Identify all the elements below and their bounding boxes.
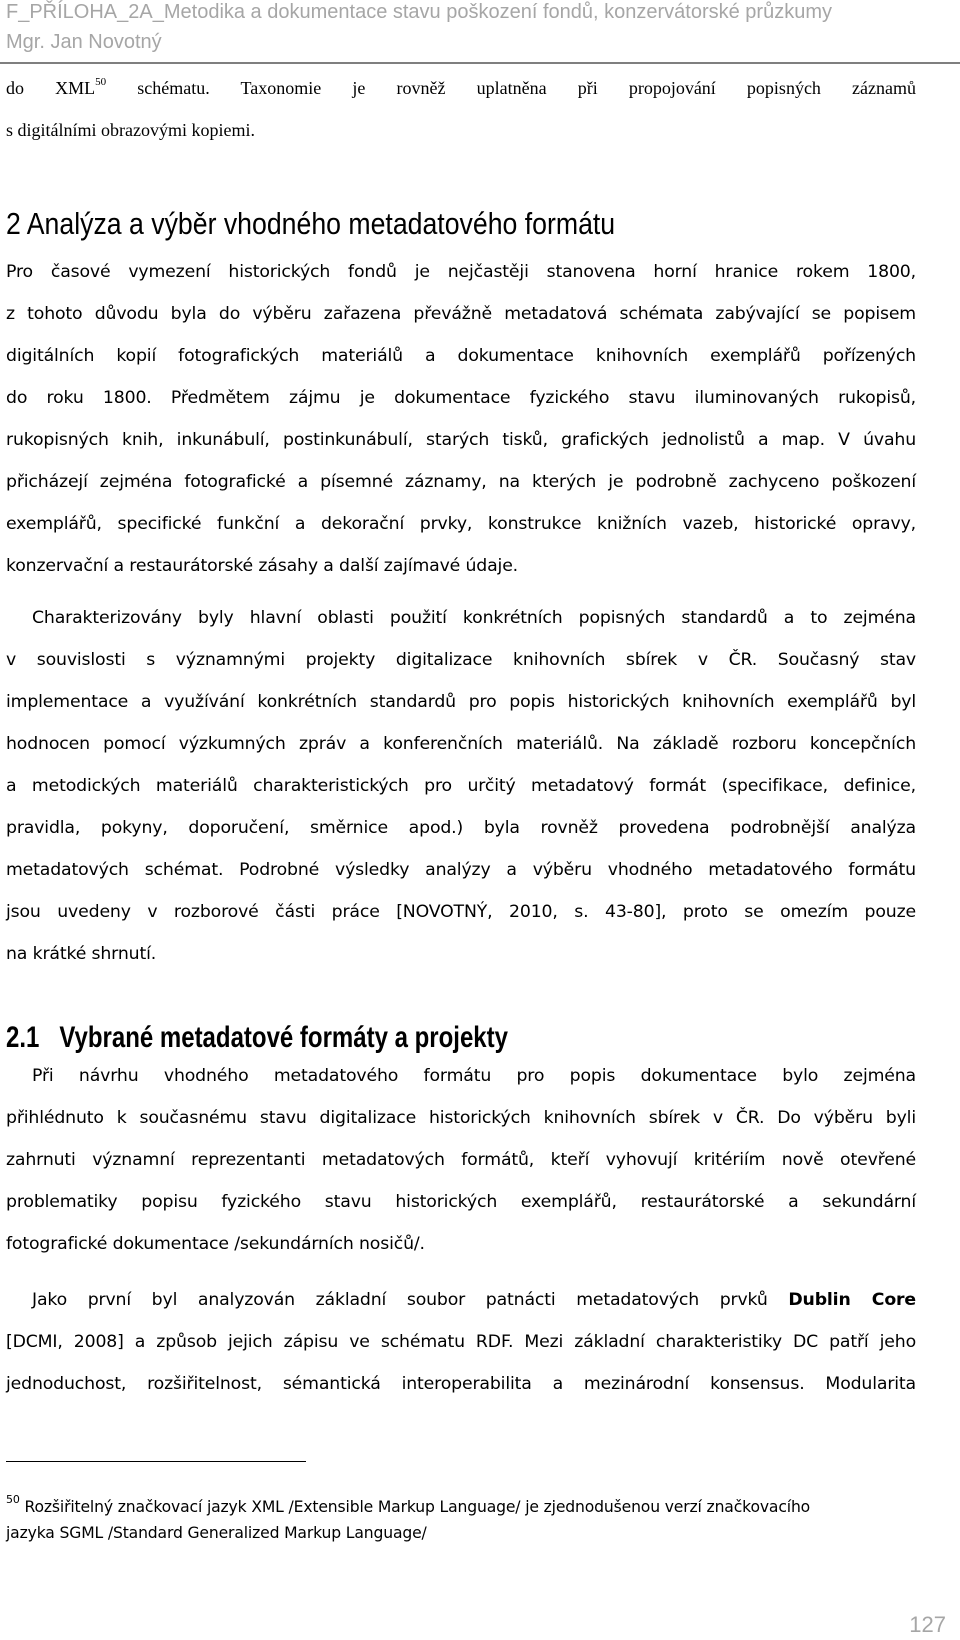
s2-p1-line: digitálních kopií fotografických materiálů a dokumentace knihovních exemplářů pořízených [6,346,916,366]
intro-text: do XML [6,78,96,98]
s2-p1-line: přicházejí zejména fotografické a písemné záznamy, na kterých je podrobně zachyceno poškození [6,472,916,492]
s2-p2-line: Charakterizovány byly hlavní oblasti použití konkrétních popisných standardů a to zejména [32,608,916,628]
intro-line-2: s digitálními obrazovými kopiemi. [6,120,255,140]
s2-p1-line: konzervační a restaurátorské zásahy a další zajímavé údaje. [6,556,519,576]
s21-p2-text: Jako první byl analyzován základní soubor patnácti metadatových prvků [32,1290,789,1310]
s2-p1-line: z tohoto důvodu byla do výběru zařazena převážně metadatová schémata zabývající se popisem [6,304,916,324]
s21-p1-line: fotografické dokumentace /sekundárních nosičů/. [6,1234,425,1254]
s21-p1-line: přihlédnuto k současnému stavu digitalizace historických knihovních sbírek v ČR. Do výběru byli [6,1108,916,1128]
s21-p1-line: problematiky popisu fyzického stavu historických exemplářů, restaurátorské a sekundární [6,1192,916,1212]
section-title: Vybrané metadatové formáty a projekty [59,1021,508,1054]
intro-text-cont: schématu. Taxonomie je rovněž uplatněna při propojování popisných záznamů [106,78,917,98]
footnote-number: 50 [6,1492,20,1506]
footnote-line-2: jazyka SGML /Standard Generalized Markup Language/ [6,1524,427,1542]
s2-p2-line: a metodických materiálů charakteristických pro určitý metadatový formát (specifikace, definice, [6,776,916,796]
s21-p2-line [6,1288,916,1312]
footnote-line-1 [6,1492,916,1518]
s2-p1-line: exemplářů, specifické funkční a dekorační prvky, konstrukce knižních vazeb, historické opravy, [6,514,916,534]
s2-p2-line: pravidla, pokyny, doporučení, směrnice apod.) byla rovněž provedena podrobnější analýza [6,818,916,838]
s2-p2-line: metadatových schémat. Podrobné výsledky analýzy a výběru vhodného metadatového formátu [6,860,916,880]
page-number: 127 [909,1612,946,1637]
section-number: 2.1 [6,1021,40,1054]
footnote-text: Rozšiřitelný značkovací jazyk XML /Extensible Markup Language/ je zjednodušenou verzí značkovacího [19,1498,811,1516]
s2-p1-line: Pro časové vymezení historických fondů je nejčastěji stanovena horní hranice rokem 1800, [6,262,916,282]
header-divider [0,62,960,64]
s2-p2-line: hodnocen pomocí výzkumných zpráv a konferenčních materiálů. Na základě rozboru koncepčních [6,734,916,754]
section-heading-2-1 [6,1018,508,1058]
s2-p1-line: rukopisných knih, inkunábulí, postinkunábulí, starých tisků, grafických jednolistů a map. V úvahu [6,430,916,450]
running-header-title: F_PŘÍLOHA_2A_Metodika a dokumentace stavu poškození fondů, konzervátorské průzkumy [6,1,832,23]
footnote-divider [6,1461,306,1462]
s2-p2-line: na krátké shrnutí. [6,944,157,964]
s2-p2-line: v souvislosti s významnými projekty digitalizace knihovních sbírek v ČR. Současný stav [6,650,916,670]
intro-line-1 [6,76,916,100]
s21-p2-line: [DCMI, 2008] a způsob jejich zápisu ve schématu RDF. Mezi základní charakteristiky DC patří jeho [6,1332,916,1352]
running-header-author: Mgr. Jan Novotný [6,31,162,53]
s2-p2-line: jsou uvedeny v rozborové části práce [NOVOTNÝ, 2010, s. 43-80], proto se omezím pouze [6,902,916,922]
s21-p2-line: jednoduchost, rozšiřitelnost, sémantická interoperabilita a mezinárodní konsensus. Modularita [6,1374,916,1394]
s2-p1-line: do roku 1800. Předmětem zájmu je dokumentace fyzického stavu iluminovaných rukopisů, [6,388,916,408]
s2-p2-line: implementace a využívání konkrétních standardů pro popis historických knihovních exemplářů byl [6,692,916,712]
dublin-core-term: Dublin Core [788,1290,916,1310]
footnote-ref[interactable]: 50 [95,76,107,88]
section-heading-2: 2 Analýza a výběr vhodného metadatového formátu [6,206,616,241]
s21-p1-line: Při návrhu vhodného metadatového formátu pro popis dokumentace bylo zejména [32,1066,916,1086]
s21-p1-line: zahrnuti významní reprezentanti metadatových formátů, kteří vyhovují kritériím nově otevřené [6,1150,916,1170]
